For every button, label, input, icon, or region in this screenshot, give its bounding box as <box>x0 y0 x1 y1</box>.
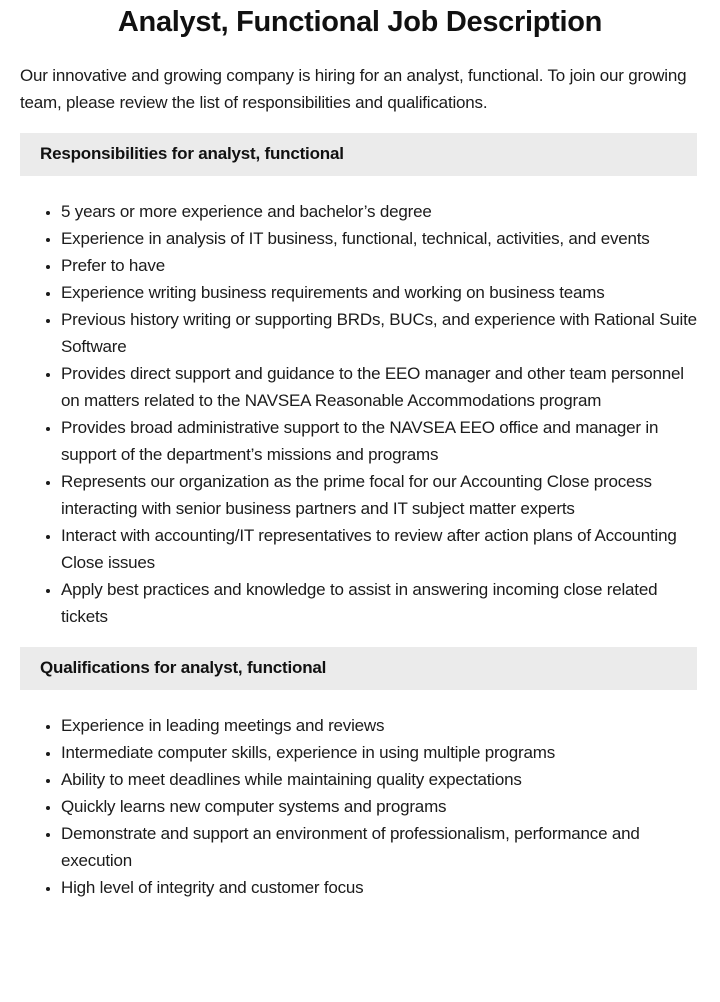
list-item: • Provides direct support and guidance to the EEO manager and other team personnel on matters related to the NAVSEA Reasonable Accommodations program <box>61 360 697 414</box>
qualifications-section <box>0 647 720 901</box>
list-item: • Experience in analysis of IT business, functional, technical, activities, and events <box>61 225 697 252</box>
list-item: • 5 years or more experience and bachelor’s degree <box>61 198 697 225</box>
list-item: • Interact with accounting/IT representatives to review after action plans of Accounting Close issues <box>61 522 697 576</box>
responsibilities-section <box>0 133 720 630</box>
list-item: • Provides broad administrative support to the NAVSEA EEO office and manager in support of the department’s missions and programs <box>61 414 697 468</box>
list-item: • High level of integrity and customer focus <box>61 874 697 901</box>
qualifications-heading: Qualifications for analyst, functional <box>40 658 327 677</box>
section-header-bar <box>20 647 697 690</box>
section-header-bar <box>20 133 697 176</box>
qualifications-list <box>20 712 697 901</box>
list-item: • Experience writing business requirements and working on business teams <box>61 279 697 306</box>
list-item: • Previous history writing or supporting BRDs, BUCs, and experience with Rational Suite Software <box>61 306 697 360</box>
responsibilities-list <box>20 198 697 630</box>
intro-text: Our innovative and growing company is hiring for an analyst, functional. To join our growing team, please review the list of responsibilities and qualifications. <box>20 66 687 112</box>
list-item: • Ability to meet deadlines while maintaining quality expectations <box>61 766 697 793</box>
list-item: • Demonstrate and support an environment of professionalism, performance and execution <box>61 820 697 874</box>
list-item: • Prefer to have <box>61 252 697 279</box>
list-item: • Quickly learns new computer systems and programs <box>61 793 697 820</box>
page-title: Analyst, Functional Job Description <box>117 6 603 38</box>
list-item: • Intermediate computer skills, experience in using multiple programs <box>61 739 697 766</box>
responsibilities-heading: Responsibilities for analyst, functional <box>40 144 344 163</box>
list-item: • Represents our organization as the prime focal for our Accounting Close process interacting with senior business partners and IT subject matter experts <box>61 468 697 522</box>
list-item: • Experience in leading meetings and reviews <box>61 712 697 739</box>
list-item: • Apply best practices and knowledge to assist in answering incoming close related tickets <box>61 576 697 630</box>
